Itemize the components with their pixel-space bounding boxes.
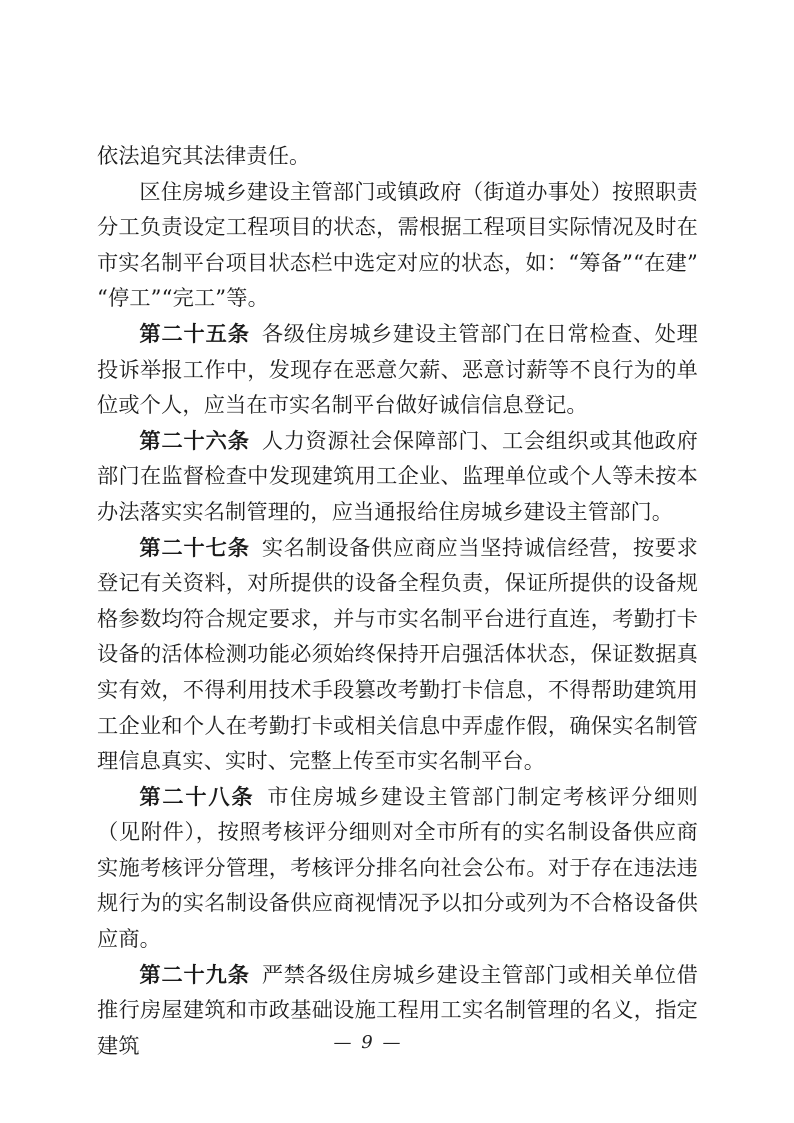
article-text-27: 实名制设备供应商应当坚持诚信经营，按要求登记有关资料，对所提供的设备全程负责，保证所提供的设备规格参数均符合规定要求，并与市实名制平台进行直连，考勤打卡设备的活体检测功能必须始终保持开启强活体状态，保证数据真实有效，不得利用技术手段篡改考勤打卡信息，不得帮助建筑用工企业和个人在考勤打卡或相关信息中弄虚作假，确保实名制管理信息真实、实时、完整上传至市实名制平台。 bbox=[97, 534, 698, 774]
article-text-29: 严禁各级住房城乡建设主管部门或相关单位借推行房屋建筑和市政基础设施工程用工实名制管理的名义，指定建筑 bbox=[97, 961, 698, 1058]
paragraph-article-25 bbox=[97, 316, 698, 423]
article-text-26: 人力资源社会保障部门、工会组织或其他政府部门在监督检查中发现建筑用工企业、监理单位或个人等未按本办法落实实名制管理的，应当通报给住房城乡建设主管部门。 bbox=[97, 427, 698, 524]
document-body bbox=[97, 138, 698, 1063]
page-footer bbox=[0, 1032, 794, 1053]
paragraph-district-status: 区住房城乡建设主管部门或镇政府（街道办事处）按照职责分工负责设定工程项目的状态，需根据工程项目实际情况及时在市实名制平台项目状态栏中选定对应的状态，如：“筹备”“在建”“停工”“完工”等。 bbox=[97, 178, 698, 311]
article-text-28: 市住房城乡建设主管部门制定考核评分细则（见附件），按照考核评分细则对全市所有的实名制设备供应商实施考核评分管理，考核评分排名向社会公布。对于存在违法违规行为的实名制设备供应商视情况予以扣分或列为不合格设备供应商。 bbox=[97, 783, 698, 952]
page-number: — 9 — bbox=[333, 1032, 403, 1053]
paragraph-continuation-liability: 依法追究其法律责任。 bbox=[97, 143, 311, 168]
article-label-28: 第二十八条 bbox=[139, 783, 255, 809]
article-label-27: 第二十七条 bbox=[139, 534, 250, 560]
paragraph-article-26 bbox=[97, 423, 698, 530]
paragraph-article-27 bbox=[97, 530, 698, 779]
paragraph-article-28 bbox=[97, 779, 698, 957]
article-text-25: 各级住房城乡建设主管部门在日常检查、处理投诉举报工作中，发现存在恶意欠薪、恶意讨薪等不良行为的单位或个人，应当在市实名制平台做好诚信信息登记。 bbox=[97, 320, 698, 418]
article-label-25: 第二十五条 bbox=[139, 320, 250, 346]
article-label-26: 第二十六条 bbox=[139, 427, 250, 453]
article-label-29: 第二十九条 bbox=[139, 961, 250, 987]
